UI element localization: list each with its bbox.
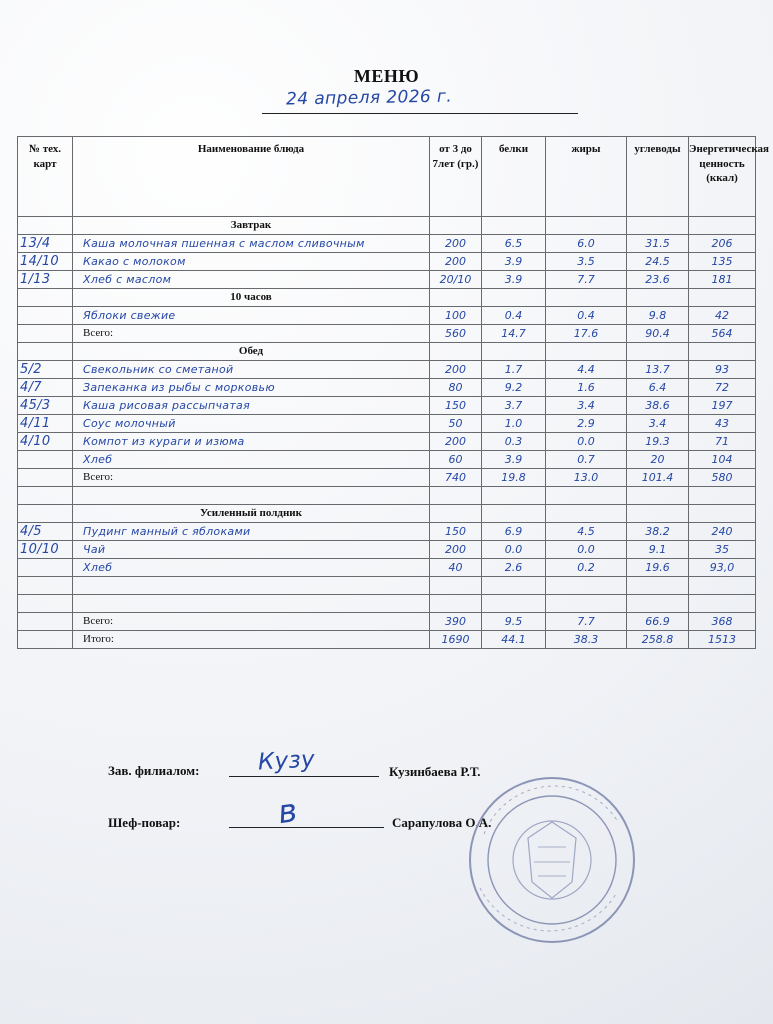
energy-value: 368 <box>689 613 756 631</box>
fats-value: 6.0 <box>546 235 627 253</box>
portion-value: 200 <box>430 235 482 253</box>
energy-value: 240 <box>689 523 756 541</box>
fats-value: 17.6 <box>546 325 627 343</box>
proteins-value: 9.5 <box>482 613 546 631</box>
fats-value: 3.4 <box>546 397 627 415</box>
carbs-value: 6.4 <box>627 379 689 397</box>
energy-value: 206 <box>689 235 756 253</box>
energy-value: 93 <box>689 361 756 379</box>
energy-value: 135 <box>689 253 756 271</box>
carbs-value: 9.1 <box>627 541 689 559</box>
fats-value: 7.7 <box>546 613 627 631</box>
total-label: Всего: <box>73 325 430 343</box>
energy-value: 43 <box>689 415 756 433</box>
section-title: Усиленный полдник <box>73 505 430 523</box>
proteins-value: 1.7 <box>482 361 546 379</box>
tech-card-number: 4/5 <box>18 523 73 541</box>
proteins-value: 44.1 <box>482 631 546 649</box>
proteins-value: 3.9 <box>482 451 546 469</box>
chef-signature: в <box>275 790 300 832</box>
portion-value: 200 <box>430 541 482 559</box>
proteins-value: 1.0 <box>482 415 546 433</box>
carbs-value: 101.4 <box>627 469 689 487</box>
header-proteins-label: белки <box>498 143 529 155</box>
portion-value: 1690 <box>430 631 482 649</box>
fats-value: 4.5 <box>546 523 627 541</box>
energy-value: 580 <box>689 469 756 487</box>
fats-value: 0.7 <box>546 451 627 469</box>
total-label: Всего: <box>73 469 430 487</box>
dish-name: Соус молочный <box>73 415 430 433</box>
fats-value: 13.0 <box>546 469 627 487</box>
dish-name: Свекольник со сметаной <box>73 361 430 379</box>
portion-value: 60 <box>430 451 482 469</box>
dish-name: Чай <box>73 541 430 559</box>
portion-value: 50 <box>430 415 482 433</box>
section-title: 10 часов <box>73 289 430 307</box>
carbs-value: 258.8 <box>627 631 689 649</box>
dish-name: Компот из кураги и изюма <box>73 433 430 451</box>
header-dish-label: Наименование блюда <box>197 143 305 155</box>
fats-value: 1.6 <box>546 379 627 397</box>
chef-signature-line <box>229 815 384 828</box>
carbs-value: 90.4 <box>627 325 689 343</box>
carbs-value: 38.2 <box>627 523 689 541</box>
proteins-value: 0.0 <box>482 541 546 559</box>
proteins-value: 14.7 <box>482 325 546 343</box>
tech-card-number: 1/13 <box>18 271 73 289</box>
total-label: Итого: <box>73 631 430 649</box>
energy-value: 71 <box>689 433 756 451</box>
fats-value: 4.4 <box>546 361 627 379</box>
dish-name: Какао с молоком <box>73 253 430 271</box>
tech-card-number: 4/10 <box>18 433 73 451</box>
portion-value: 200 <box>430 433 482 451</box>
dish-name: Хлеб <box>73 451 430 469</box>
carbs-value: 66.9 <box>627 613 689 631</box>
fats-value: 2.9 <box>546 415 627 433</box>
page-title: МЕНЮ <box>353 66 420 86</box>
header-carbs-label: углеводы <box>634 143 681 155</box>
portion-value: 200 <box>430 253 482 271</box>
head-name: Кузинбаева Р.Т. <box>389 764 481 779</box>
carbs-value: 38.6 <box>627 397 689 415</box>
carbs-value: 9.8 <box>627 307 689 325</box>
portion-value: 40 <box>430 559 482 577</box>
proteins-value: 19.8 <box>482 469 546 487</box>
official-stamp-icon <box>462 770 642 950</box>
portion-value: 560 <box>430 325 482 343</box>
tech-card-number: 10/10 <box>18 541 73 559</box>
tech-card-number: 45/3 <box>18 397 73 415</box>
energy-value: 181 <box>689 271 756 289</box>
portion-value: 150 <box>430 397 482 415</box>
fats-value: 3.5 <box>546 253 627 271</box>
energy-value: 197 <box>689 397 756 415</box>
energy-value: 93,0 <box>689 559 756 577</box>
fats-value: 0.0 <box>546 433 627 451</box>
section-title: Обед <box>73 343 430 361</box>
proteins-value: 3.9 <box>482 271 546 289</box>
carbs-value: 23.6 <box>627 271 689 289</box>
dish-name: Пудинг манный с яблоками <box>73 523 430 541</box>
energy-value: 564 <box>689 325 756 343</box>
proteins-value: 2.6 <box>482 559 546 577</box>
tech-card-number: 4/11 <box>18 415 73 433</box>
head-label: Зав. филиалом: <box>108 763 200 778</box>
energy-value: 42 <box>689 307 756 325</box>
dish-name: Запеканка из рыбы с морковью <box>73 379 430 397</box>
chef-label: Шеф-повар: <box>108 815 181 830</box>
header-portion-label: от 3 до 7лет (гр.) <box>432 143 479 170</box>
energy-value: 72 <box>689 379 756 397</box>
carbs-value: 31.5 <box>627 235 689 253</box>
dish-name: Каша рисовая рассыпчатая <box>73 397 430 415</box>
fats-value: 0.0 <box>546 541 627 559</box>
fats-value: 7.7 <box>546 271 627 289</box>
proteins-value: 9.2 <box>482 379 546 397</box>
portion-value: 740 <box>430 469 482 487</box>
carbs-value: 24.5 <box>627 253 689 271</box>
dish-name: Хлеб с маслом <box>73 271 430 289</box>
energy-value: 35 <box>689 541 756 559</box>
date-handwritten: 24 апреля 2026 г. <box>285 86 453 110</box>
head-signature: Кузу <box>257 746 316 776</box>
header-energy-label: Энергетическая ценность (ккал) <box>689 143 769 185</box>
header-fats-label: жиры <box>571 143 601 155</box>
tech-card-number: 5/2 <box>18 361 73 379</box>
tech-card-number: 13/4 <box>18 235 73 253</box>
portion-value: 20/10 <box>430 271 482 289</box>
header-tech-label: № тех. карт <box>28 143 62 170</box>
dish-name: Хлеб <box>73 559 430 577</box>
energy-value: 1513 <box>689 631 756 649</box>
proteins-value: 3.7 <box>482 397 546 415</box>
portion-value: 200 <box>430 361 482 379</box>
tech-card-number: 14/10 <box>18 253 73 271</box>
proteins-value: 3.9 <box>482 253 546 271</box>
fats-value: 38.3 <box>546 631 627 649</box>
carbs-value: 19.6 <box>627 559 689 577</box>
dish-name: Каша молочная пшенная с маслом сливочным <box>73 235 430 253</box>
dish-name: Яблоки свежие <box>73 307 430 325</box>
portion-value: 150 <box>430 523 482 541</box>
chef-name: Сарапулова О.А. <box>392 815 492 830</box>
carbs-value: 13.7 <box>627 361 689 379</box>
proteins-value: 6.9 <box>482 523 546 541</box>
carbs-value: 20 <box>627 451 689 469</box>
tech-card-number: 4/7 <box>18 379 73 397</box>
portion-value: 390 <box>430 613 482 631</box>
portion-value: 80 <box>430 379 482 397</box>
proteins-value: 6.5 <box>482 235 546 253</box>
carbs-value: 19.3 <box>627 433 689 451</box>
fats-value: 0.2 <box>546 559 627 577</box>
carbs-value: 3.4 <box>627 415 689 433</box>
section-title: Завтрак <box>73 217 430 235</box>
proteins-value: 0.4 <box>482 307 546 325</box>
total-label: Всего: <box>73 613 430 631</box>
proteins-value: 0.3 <box>482 433 546 451</box>
energy-value: 104 <box>689 451 756 469</box>
portion-value: 100 <box>430 307 482 325</box>
fats-value: 0.4 <box>546 307 627 325</box>
